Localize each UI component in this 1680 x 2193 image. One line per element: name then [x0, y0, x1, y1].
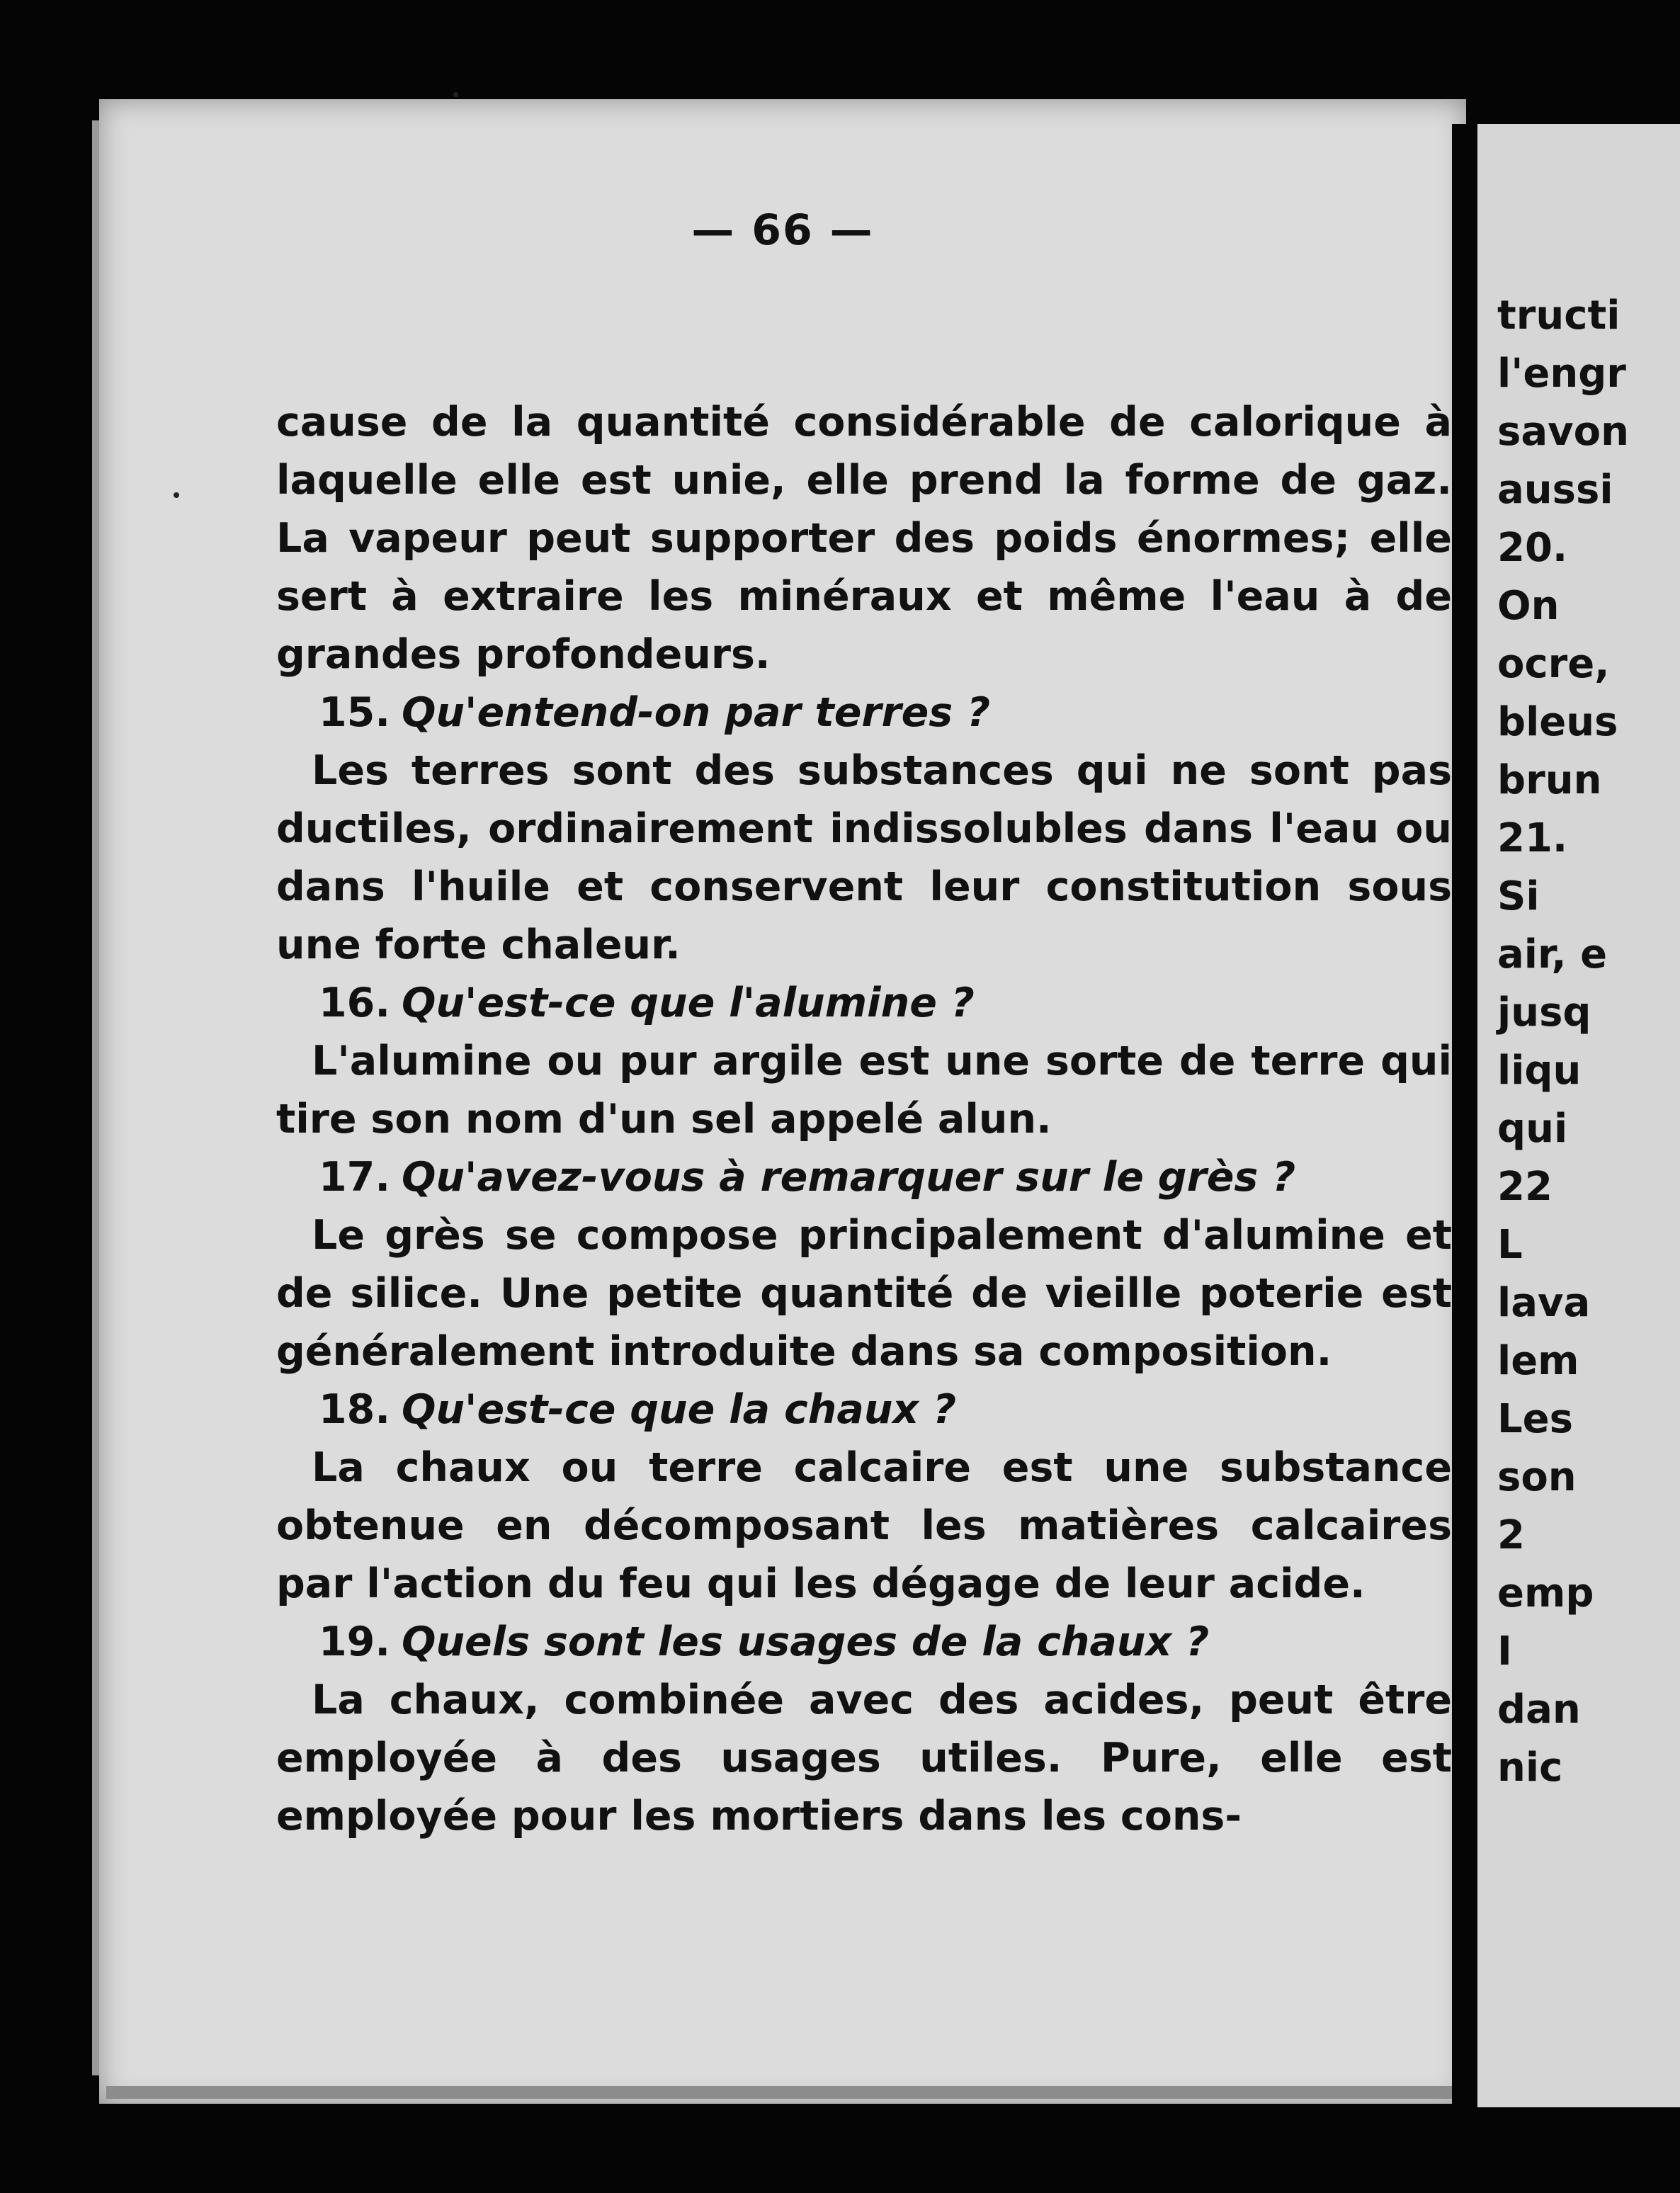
book-page-right — [1452, 124, 1680, 2107]
question-heading — [276, 684, 1452, 742]
ink-speck — [453, 92, 458, 97]
facing-page-line: aussi — [1497, 467, 1613, 513]
question-text: Qu'est-ce que la chaux ? — [401, 1386, 957, 1433]
facing-page-line: ocre, — [1497, 641, 1610, 687]
facing-page-line: nic — [1497, 1745, 1563, 1791]
facing-page-line: tructi — [1497, 293, 1621, 339]
answer-paragraph: La chaux ou terre calcaire est une substance obtenue en décomposant les matières calcaires par l'action du feu qui les dégage de leur acide. — [276, 1444, 1452, 1607]
ink-speck — [174, 492, 179, 498]
question-text: Qu'entend-on par terres ? — [401, 689, 991, 736]
question-text: Qu'est-ce que l'alumine ? — [401, 980, 975, 1026]
page-number: — 66 — — [691, 205, 874, 255]
book-page-left — [99, 99, 1466, 2104]
facing-page-line: brun — [1497, 757, 1602, 803]
facing-page-line: L — [1497, 1222, 1523, 1268]
answer-paragraph: cause de la quantité considérable de calorique à laquelle elle est unie, elle prend la forme de gaz. La vapeur peut supporter des poids énormes; elle sert à extraire les minéraux et même l'eau à de grandes profondeurs. — [276, 399, 1452, 678]
question-number: 17. — [319, 1154, 390, 1201]
page-body — [276, 393, 1452, 1845]
question-number: 19. — [319, 1619, 390, 1665]
page-bottom-edge — [106, 2086, 1473, 2099]
answer-paragraph: Le grès se compose principalement d'alumine et de silice. Une petite quantité de vieille poterie est généralement introduite dans sa composition. — [276, 1212, 1452, 1375]
question-heading — [276, 974, 1452, 1032]
facing-page-line: dan — [1497, 1687, 1581, 1733]
facing-page-line: 20. — [1497, 525, 1568, 571]
question-text: Quels sont les usages de la chaux ? — [401, 1619, 1210, 1665]
facing-page-line: liqu — [1497, 1048, 1582, 1094]
question-heading — [276, 1613, 1452, 1671]
question-heading — [276, 1148, 1452, 1206]
facing-page-line: Les — [1497, 1396, 1573, 1442]
facing-page-line: lem — [1497, 1338, 1579, 1384]
facing-page-line: jusq — [1497, 990, 1591, 1036]
facing-page-line: I — [1497, 1628, 1512, 1674]
question-number: 18. — [319, 1386, 390, 1433]
facing-page-line: qui — [1497, 1106, 1568, 1152]
facing-page-line: emp — [1497, 1570, 1594, 1616]
question-heading — [276, 1381, 1452, 1439]
question-text: Qu'avez-vous à remarquer sur le grès ? — [401, 1154, 1296, 1201]
answer-paragraph: Les terres sont des substances qui ne sont pas ductiles, ordinairement indissolubles dans l'eau ou dans l'huile et conservent leur constitution sous une forte chaleur. — [276, 747, 1452, 968]
facing-page-line: Si — [1497, 873, 1540, 919]
question-number: 15. — [319, 689, 390, 736]
facing-page-fragments — [1497, 287, 1629, 1797]
facing-page-line: air, e — [1497, 931, 1608, 978]
answer-paragraph: L'alumine ou pur argile est une sorte de terre qui tire son nom d'un sel appelé alun. — [276, 1038, 1452, 1143]
facing-page-line: l'engr — [1497, 351, 1626, 397]
facing-page-line: 22 — [1497, 1164, 1553, 1210]
question-number: 16. — [319, 980, 390, 1026]
facing-page-line: lava — [1497, 1280, 1591, 1326]
facing-page-line: On — [1497, 583, 1560, 629]
facing-page-line: bleus — [1497, 699, 1618, 745]
facing-page-line: 21. — [1497, 815, 1568, 861]
facing-page-line: 2 — [1497, 1512, 1525, 1558]
facing-page-line: savon — [1497, 409, 1629, 455]
facing-page-line: son — [1497, 1454, 1577, 1500]
answer-paragraph: La chaux, combinée avec des acides, peut être employée à des usages utiles. Pure, elle est employée pour les mortiers dans les cons- — [276, 1677, 1452, 1840]
